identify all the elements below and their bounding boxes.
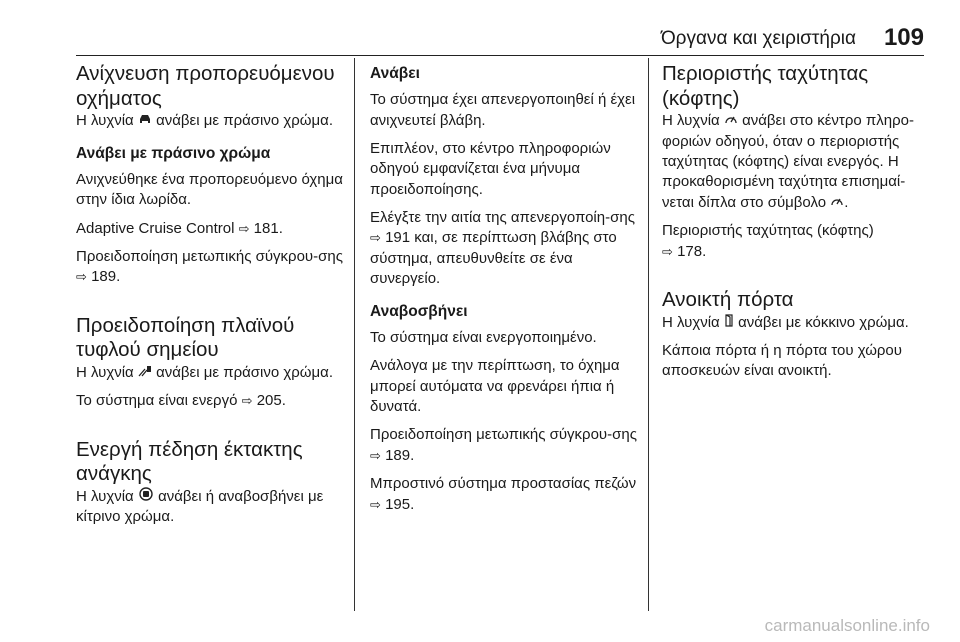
page-number: 109 xyxy=(883,24,924,51)
speed-limiter-icon xyxy=(724,111,738,130)
paragraph: Η λυχνία ανάβει με πράσινο χρώμα. xyxy=(76,112,333,130)
page-reference-link[interactable]: 189. xyxy=(91,268,121,286)
column-3 xyxy=(662,62,930,390)
page-reference-link[interactable]: 195. xyxy=(385,495,415,513)
subheading-flashing: Αναβοσβήνει xyxy=(370,302,468,320)
car-ahead-icon xyxy=(138,111,152,130)
cross-reference-icon: ⇨ xyxy=(370,230,381,246)
blind-spot-icon xyxy=(138,363,152,382)
cross-reference-icon: ⇨ xyxy=(370,496,381,512)
paragraph: Περιοριστής ταχύτητας (κόφτης) ⇨ 178. xyxy=(662,222,874,260)
paragraph: Η λυχνία ανάβει με κόκκινο χρώμα. xyxy=(662,313,909,331)
paragraph: Adaptive Cruise Control ⇨ 181. xyxy=(76,219,283,237)
subheading-green: Ανάβει με πράσινο χρώμα xyxy=(76,144,271,162)
header-rule xyxy=(76,55,924,56)
paragraph: Η λυχνία ανάβει με πράσινο χρώμα. xyxy=(76,363,333,381)
paragraph: Επιπλέον, στο κέντρο πληροφοριών οδηγού εμφανίζεται ένα μήνυμα προειδοποίησης. xyxy=(370,139,611,198)
paragraph: Η λυχνία ανάβει στο κέντρο πληρο-φοριών οδηγού, όταν ο περιοριστής ταχύτητας (κόφτης) είναι ενεργός. Η προκαθορισμένη ταχύτητα επισημαί-νεται δίπλα στο σύμβολο . xyxy=(662,112,914,211)
page-reference-link[interactable]: 205. xyxy=(256,392,286,410)
column-divider xyxy=(648,58,649,611)
section-heading-blind-spot: Προειδοποίηση πλαϊνού τυφλού σημείου xyxy=(76,313,295,362)
paragraph: Προειδοποίηση μετωπικής σύγκρου-σης ⇨ 189. xyxy=(76,247,343,286)
paragraph: Η λυχνία ανάβει ή αναβοσβήνει με κίτρινο χρώμα. xyxy=(76,487,324,526)
section-heading-emergency-braking: Ενεργή πέδηση έκτακτης ανάγκης xyxy=(76,437,303,486)
footer-watermark: carmanualsonline.info xyxy=(764,616,930,635)
page-reference-link[interactable]: 181. xyxy=(253,219,283,237)
column-1 xyxy=(76,62,352,536)
page-reference-link[interactable]: 189. xyxy=(385,446,415,464)
paragraph: Το σύστημα έχει απενεργοποιηθεί ή έχει ανιχνευτεί βλάβη. xyxy=(370,91,636,129)
cross-reference-icon: ⇨ xyxy=(662,243,673,259)
cross-reference-icon: ⇨ xyxy=(370,447,381,463)
section-heading-door-open: Ανοικτή πόρτα xyxy=(662,287,794,311)
column-2 xyxy=(370,62,638,523)
paragraph: Ελέγξτε την αιτία της απενεργοποίη-σης ⇨ 191 και, σε περίπτωση βλάβης στο σύστημα, απευθυνθείτε σε ένα συνεργείο. xyxy=(370,209,635,288)
paragraph: Το σύστημα είναι ενεργό ⇨ 205. xyxy=(76,392,286,410)
paragraph: Προειδοποίηση μετωπικής σύγκρου-σης ⇨ 189. xyxy=(370,426,637,464)
page-reference-link[interactable]: 178. xyxy=(677,242,707,260)
door-open-icon xyxy=(724,313,734,332)
section-heading-speed-limiter: Περιοριστής ταχύτητας (κόφτης) xyxy=(662,62,869,110)
paragraph: Κάποια πόρτα ή η πόρτα του χώρου αποσκευών είναι ανοικτή. xyxy=(662,341,902,380)
page-header xyxy=(76,22,924,56)
paragraph: Ανάλογα με την περίπτωση, το όχημα μπορεί αυτόματα να φρενάρει ήπια ή δυνατά. xyxy=(370,357,620,415)
paragraph: Μπροστινό σύστημα προστασίας πεζών ⇨ 195. xyxy=(370,475,637,513)
cross-reference-icon: ⇨ xyxy=(238,220,250,236)
brake-warning-icon xyxy=(138,487,154,506)
speed-limiter-icon xyxy=(830,193,844,212)
header-title: Όργανα και χειριστήρια xyxy=(660,28,856,49)
section-heading-vehicle-ahead: Ανίχνευση προπορευόμενου οχήματος xyxy=(76,62,335,110)
subheading-lit: Ανάβει xyxy=(370,65,420,82)
cross-reference-icon: ⇨ xyxy=(76,269,87,285)
paragraph: Το σύστημα είναι ενεργοποιημένο. xyxy=(370,328,597,346)
cross-reference-icon: ⇨ xyxy=(241,393,253,409)
column-divider xyxy=(354,58,355,611)
paragraph: Ανιχνεύθηκε ένα προπορευόμενο όχημα στην ίδια λωρίδα. xyxy=(76,170,343,209)
